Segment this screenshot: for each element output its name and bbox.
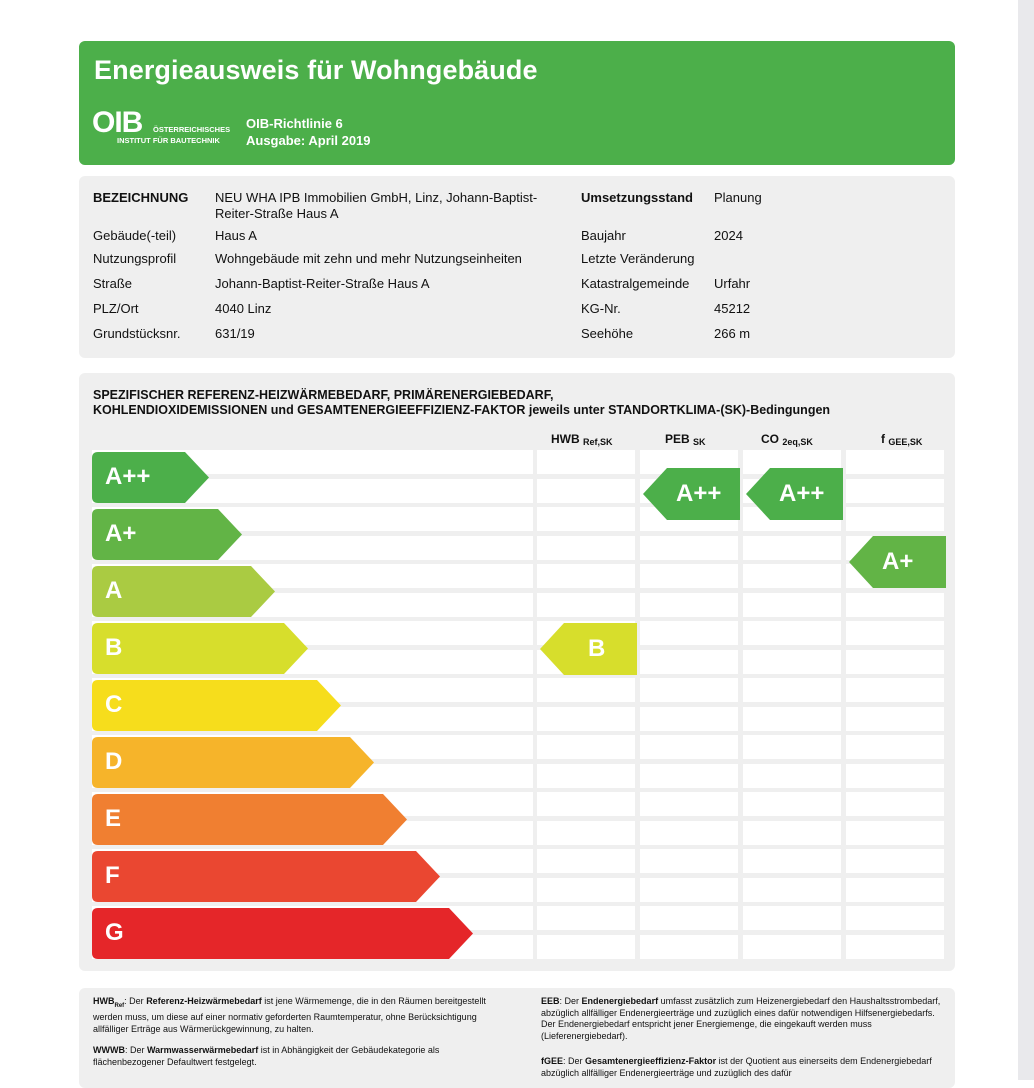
info-label: KG-Nr. — [581, 301, 621, 316]
column-header-main: CO — [761, 432, 779, 446]
grid-cell — [846, 764, 944, 788]
definition-text: : Der — [124, 996, 147, 1006]
grid-cell — [537, 764, 635, 788]
rating-arrow — [643, 468, 740, 520]
grid-cell — [846, 792, 944, 816]
definition-text: Der — [568, 1056, 586, 1066]
definition-bold: Warmwasserwärmebedarf — [147, 1045, 259, 1055]
column-header-hwb — [551, 432, 613, 447]
grid-cell — [537, 849, 635, 873]
column-header-peb — [665, 432, 706, 447]
scrollbar-track[interactable] — [1018, 0, 1034, 1080]
grid-cell — [743, 650, 841, 674]
oib-logo-mark: OIB — [92, 106, 143, 139]
class-arrow-shape — [92, 908, 473, 959]
grid-cell — [743, 935, 841, 959]
grid-cell — [743, 792, 841, 816]
definition-text: ist der Quotient aus einerseits dem Endenergiebedarf abzüglich allfälliger Endenergieerträge und zuzüglich des dafür — [541, 1056, 932, 1078]
energy-rating-panel — [79, 373, 955, 971]
class-arrow-label: A+ — [105, 520, 137, 547]
info-label: Letzte Veränderung — [581, 251, 695, 266]
info-label: Nutzungsprofil — [93, 251, 177, 266]
grid-cell — [640, 906, 738, 930]
grid-cell — [537, 593, 635, 617]
grid-cell — [743, 593, 841, 617]
info-value: 266 m — [714, 326, 751, 341]
info-value: 45212 — [714, 301, 751, 316]
grid-cell — [640, 650, 738, 674]
grid-cell — [743, 621, 841, 645]
grid-cell — [846, 650, 944, 674]
column-header-main: PEB — [665, 432, 690, 446]
grid-cell — [846, 735, 944, 759]
info-value: Wohngebäude mit zehn und mehr Nutzungseinheiten — [215, 251, 522, 266]
info-value: Haus A — [215, 228, 257, 243]
rating-arrow-label: A+ — [882, 548, 914, 575]
class-arrow-shape — [92, 851, 440, 902]
header-banner — [79, 41, 955, 165]
grid-cell — [537, 507, 635, 531]
column-header-sub: GEE,SK — [888, 437, 923, 447]
definition-bold: Referenz-Heizwärmebedarf — [146, 996, 262, 1006]
grid-cell — [846, 507, 944, 531]
grid-cell — [743, 707, 841, 731]
grid-cell — [743, 878, 841, 902]
info-value: Johann-Baptist-Reiter-Straße Haus A — [215, 276, 430, 291]
energy-heading-line1: SPEZIFISCHER REFERENZ-HEIZWÄRMEBEDARF, PRIMÄRENERGIEBEDARF, — [93, 388, 554, 402]
grid-cell — [846, 678, 944, 702]
info-label: Gebäude(-teil) — [93, 228, 177, 243]
grid-cell — [640, 849, 738, 873]
grid-cell — [640, 593, 738, 617]
class-arrow-g — [92, 908, 473, 959]
grid-cell — [846, 878, 944, 902]
grid-cell — [743, 821, 841, 845]
class-arrow-label: A++ — [105, 463, 151, 490]
grid-cell — [846, 849, 944, 873]
bezeichnung-label: BEZEICHNUNG — [93, 190, 189, 205]
class-arrow-a — [92, 566, 275, 617]
grid-cell — [537, 906, 635, 930]
grid-cell — [743, 564, 841, 588]
class-arrow-label: F — [105, 862, 120, 889]
grid-cell — [640, 764, 738, 788]
grid-cell — [640, 821, 738, 845]
energy-heading — [93, 388, 943, 418]
grid-cell — [846, 479, 944, 503]
grid-cell — [743, 906, 841, 930]
column-header-main: f — [881, 432, 885, 446]
grid-cell — [537, 450, 635, 474]
grid-cell — [640, 678, 738, 702]
oib-logo — [92, 106, 242, 151]
class-arrow-e — [92, 794, 407, 845]
grid-cell — [537, 536, 635, 560]
grid-cell — [537, 678, 635, 702]
info-value: 2024 — [714, 228, 743, 243]
class-arrow-c — [92, 680, 341, 731]
guideline-name: OIB-Richtlinie 6 — [246, 116, 343, 131]
guideline-info — [246, 115, 371, 149]
definition-text: ist in Abhängigkeit der Gebäudekategorie als flächenbezogener Defaultwert festgelegt. — [93, 1045, 440, 1067]
info-label: Straße — [93, 276, 133, 291]
rating-arrow-label: A++ — [779, 480, 825, 507]
grid-cell — [640, 564, 738, 588]
rating-arrow — [540, 623, 637, 675]
grid-cell — [537, 821, 635, 845]
definition-eeb: EEB: Der Endenergiebedarf umfasst zusätzlich zum Heizenergiebedarf den Haushaltsstrombedarf, abzüglich allfälliger Endenergieerträge und zuzüglich eines dafür notwendigen Hilfsenergiebedarfs. Der Endenergiebedarf entspricht jener Energiemenge, die eingekauft werden muss (Lieferenergiebedarf). — [541, 996, 941, 1041]
rating-arrow — [746, 468, 843, 520]
grid-cell — [640, 878, 738, 902]
grid-cell — [537, 735, 635, 759]
definition-fgee: fGEE: Der Gesamtenergieeffizienz-Faktor ist der Quotient aus einerseits dem Endenergiebedarf abzüglich allfälliger Endenergieerträge und zuzüglich des dafür — [541, 1056, 932, 1078]
class-arrow-label: E — [105, 805, 122, 832]
column-header-co2 — [761, 432, 813, 447]
rating-grid — [92, 450, 946, 960]
class-arrow-label: G — [105, 919, 124, 946]
column-header-sub: Ref,SK — [583, 437, 613, 447]
column-header-main: HWB — [551, 432, 580, 446]
grid-cell — [846, 593, 944, 617]
grid-cell — [743, 678, 841, 702]
info-value: Urfahr — [714, 276, 751, 291]
class-arrow-label: B — [105, 634, 123, 661]
class-arrow-shape — [92, 794, 407, 845]
grid-cell — [743, 536, 841, 560]
oib-logo-line2: INSTITUT FÜR BAUTECHNIK — [117, 136, 220, 145]
page-title: Energieausweis für Wohngebäude — [94, 55, 538, 85]
info-label: Katastralgemeinde — [581, 276, 690, 291]
class-arrow-label: A — [105, 577, 123, 604]
class-arrow-label: D — [105, 748, 123, 775]
oib-logo-line1: ÖSTERREICHISCHES — [153, 125, 231, 134]
grid-cell — [537, 878, 635, 902]
grid-cell — [537, 707, 635, 731]
grid-cell — [846, 450, 944, 474]
grid-cell — [640, 536, 738, 560]
grid-cell — [640, 935, 738, 959]
definition-term-sub: Ref — [114, 1002, 125, 1009]
guideline-edition: Ausgabe: April 2019 — [246, 133, 371, 148]
definition-term: HWB — [93, 996, 115, 1006]
grid-cell — [640, 735, 738, 759]
rating-arrow-label: B — [588, 635, 606, 662]
grid-cell — [846, 906, 944, 930]
grid-cell — [743, 849, 841, 873]
definitions-panel — [79, 988, 955, 1088]
umsetzung-label: Umsetzungsstand — [581, 190, 693, 205]
building-info-panel — [79, 176, 955, 358]
definition-text: umfasst zusätzlich zum Heizenergiebedarf den Haushaltsstrombedarf, abzüglich allfälliger Endenergieerträge und zuzüglich eines dafür notwendigen Hilfsenergiebedarfs. Der Endenergiebedarf entspricht jener Energiemenge, die eingekauft werden muss (Lieferenergiebedarf). — [541, 996, 941, 1041]
class-arrow-shape — [92, 623, 308, 674]
definition-hwb — [93, 996, 508, 1035]
rating-arrow-label: A++ — [676, 480, 722, 507]
grid-cell — [537, 564, 635, 588]
info-value: 631/19 — [215, 326, 255, 341]
class-arrow-d — [92, 737, 374, 788]
grid-cell — [846, 707, 944, 731]
grid-cell — [640, 792, 738, 816]
info-label: Baujahr — [581, 228, 626, 243]
grid-cell — [640, 621, 738, 645]
grid-cell — [846, 621, 944, 645]
definition-text: ist jene Wärmemenge, die in den Räumen bereitgestellt werden muss, um diese auf einer normativ geforderten Raumtemperatur, ohne Berücksichtigung allfälliger Erträge aus Wärmerückgewinnung, zu halten. — [93, 996, 486, 1034]
grid-cell — [537, 479, 635, 503]
definition-wwwb: WWWB: Der Warmwasserwärmebedarf ist in Abhängigkeit der Gebäudekategorie als flächenbezogener Defaultwert festgelegt. — [93, 1045, 440, 1067]
class-arrow-shape — [92, 680, 341, 731]
info-label: PLZ/Ort — [93, 301, 139, 316]
column-header-fgee — [881, 432, 922, 447]
class-arrow-aplus — [92, 509, 242, 560]
grid-cell — [743, 764, 841, 788]
definition-bold: Gesamtenergieeffizienz-Faktor — [585, 1056, 717, 1066]
info-label: Grundstücksnr. — [93, 326, 181, 341]
definition-term: fGEE — [541, 1056, 564, 1066]
class-arrow-label: C — [105, 691, 123, 718]
rating-arrow — [849, 536, 946, 588]
info-label: Seehöhe — [581, 326, 634, 341]
definition-term: EEB — [541, 996, 560, 1006]
definition-bold: Endenergiebedarf — [581, 996, 659, 1006]
class-arrow-b — [92, 623, 308, 674]
class-arrow-shape — [92, 737, 374, 788]
grid-cell — [537, 935, 635, 959]
info-value: 4040 Linz — [215, 301, 272, 316]
definition-text: Der — [130, 1045, 148, 1055]
column-header-sub: 2eq,SK — [782, 437, 813, 447]
class-arrow-aplusplus — [92, 452, 209, 503]
energy-heading-line2: KOHLENDIOXIDEMISSIONEN und GESAMTENERGIEEFFIZIENZ-FAKTOR jeweils unter STANDORTKLIMA-(SK)-Bedingungen — [93, 403, 831, 417]
column-header-sub: SK — [693, 437, 706, 447]
definition-text: Der — [564, 996, 582, 1006]
grid-cell — [743, 735, 841, 759]
grid-cell — [846, 935, 944, 959]
bezeichnung-value: NEU WHA IPB Immobilien GmbH, Linz, Johann-Baptist-Reiter-Straße Haus A — [215, 190, 538, 221]
definition-term: WWWB — [93, 1045, 125, 1055]
grid-cell — [846, 821, 944, 845]
grid-cell — [640, 707, 738, 731]
class-arrow-f — [92, 851, 440, 902]
grid-cell — [537, 792, 635, 816]
umsetzung-value: Planung — [714, 190, 762, 205]
